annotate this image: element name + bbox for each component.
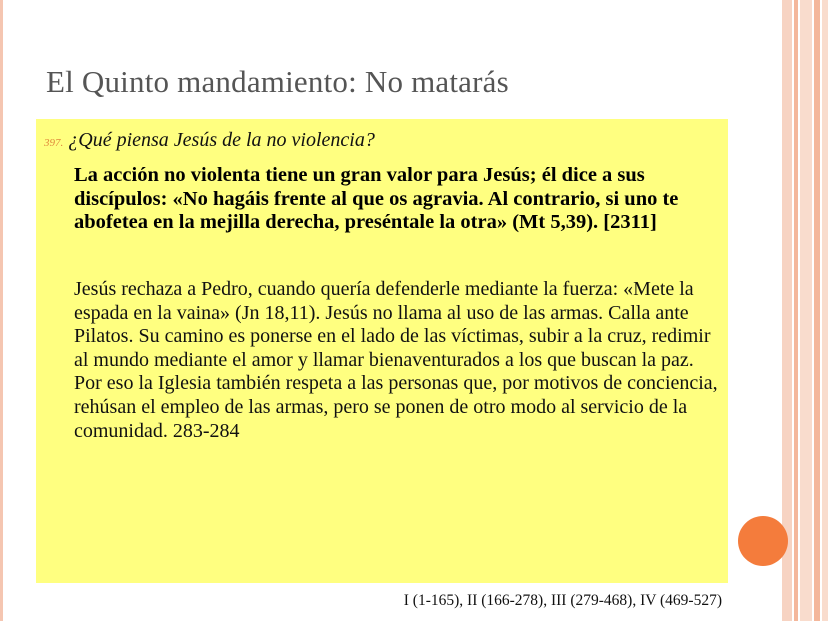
stripe [822,0,828,621]
question-number: 397. [44,137,64,149]
stripe [800,0,812,621]
question-text: ¿Qué piensa Jesús de la no violencia? [68,129,375,151]
stripe [814,0,820,621]
answer-text: La acción no violenta tiene un gran valor para Jesús; él dice a sus discípulos: «No hagáis frente al que os agravia. Al contrario, si uno te abofetea en la mejilla derecha, preséntale la otra» (Mt 5,39). [2311] [74,164,679,233]
question-line [44,129,375,152]
footer-reference: I (1-165), II (166-278), III (279-468), IV (469-527) [403,592,722,609]
stripe [794,0,798,621]
decorative-circle [738,516,788,566]
slide-title: El Quinto mandamiento: No matarás [46,64,509,99]
decorative-stripes [782,0,828,621]
content-box [36,119,728,583]
commentary-text: Jesús rechaza a Pedro, cuando quería defenderle mediante la fuerza: «Mete la espada en la vaina» (Jn 18,11). Jesús no llama al uso de las armas. Calla ante Pilatos. Su camino es ponerse en el lado de las víctimas, subir a la cruz, redimir al mundo mediante el amor y llamar bienaventurados a los que buscan la paz. Por eso la Iglesia también respeta a las personas que, por motivos de conciencia, rehúsan el empleo de las armas, pero se ponen de otro modo al servicio de la comunidad. 283-284 [74,278,718,442]
left-border-rule [0,0,3,621]
